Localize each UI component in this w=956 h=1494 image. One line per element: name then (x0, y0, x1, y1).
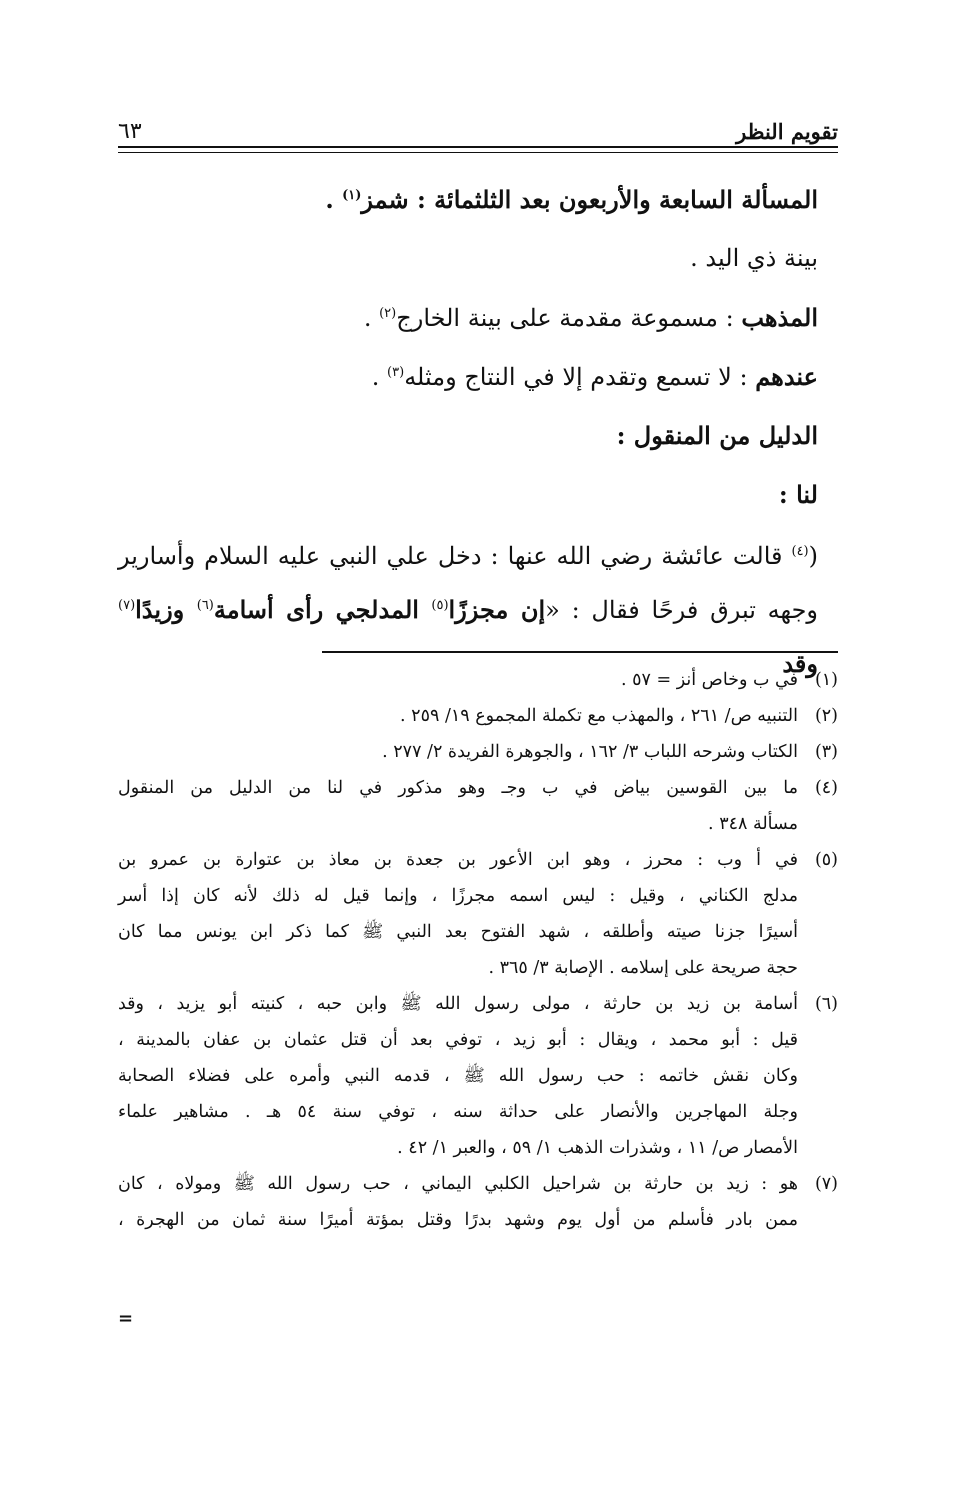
issue-heading: المسألة السابعة والأربعون بعد الثلثمائة : شمز$^{(١)}$ . (325, 185, 818, 214)
running-title: تقويم النظر (736, 119, 838, 144)
page-number: ٦٣ (118, 119, 142, 144)
paragraph-line-2: وجهه تبرق فرحًا فقال : «إن مجززًا$^{(٥)}$ المدلجي رأى أسامة$^{(٦)}$ وزيدًا$^{(٧)}$ وقد (118, 595, 818, 678)
footnote-number: (٣) (814, 742, 838, 762)
lana-heading: لنا : (778, 480, 818, 509)
footnote-line: أسامة بن زيد بن حارثة ، مولى رسول الله ﷺ وابن حبه ، كنيته أبو يزيد ، وقد (118, 994, 798, 1014)
indahum-line: عندهم : لا تسمع وتقدم إلا في النتاج ومثله$^{(٣)}$ . (371, 362, 818, 391)
footnote-number: (٦) (814, 994, 838, 1014)
footnote-number: (٥) (814, 850, 838, 870)
continuation-mark: = (118, 1308, 134, 1329)
footnote-line: ما بين القوسين بياض في ب وجـ وهو مذكور في لنا من الدليل من المنقول (118, 778, 798, 798)
footnote-ref: (٥) (431, 598, 449, 613)
footnote (118, 662, 838, 698)
header-rule-thick (118, 146, 838, 148)
main-text (118, 170, 818, 678)
footnote-line: وجلة المهاجرين والأنصار على حداثة سنه ، توفي سنة ٥٤ هـ . مشاهير علماء (118, 1102, 798, 1122)
footnote-line: الكتاب وشرحه اللباب ٣/ ١٦٢ ، والجوهرة الفريدة ٢/ ٢٧٧ . (382, 742, 798, 762)
header-rule-thin (118, 152, 838, 153)
footnote-line: مسألة ٣٤٨ . (708, 814, 798, 834)
footnote-line: قيل : أبو محمد ، ويقال : أبو زيد ، توفي بعد أن قتل عثمان بن عفان بالمدينة ، (118, 1030, 798, 1050)
madhhab-label: المذهب (741, 303, 818, 332)
footnote-line: الأمصار ص/ ١١ ، وشذرات الذهب ١/ ٥٩ ، والعبر ١/ ٤٢ . (397, 1138, 798, 1158)
footnote-line: في ب وخاص أنز = ٥٧ . (620, 670, 798, 690)
page-header (118, 104, 838, 144)
indahum-label: عندهم (755, 362, 818, 391)
footnote-line: هو : زيد بن حارثة بن شراحيل الكلبي اليماني ، حب رسول الله ﷺ ومولاه ، كان (118, 1174, 798, 1194)
hadith-paragraph (118, 530, 818, 678)
madhhab-line: المذهب : مسموعة مقدمة على بينة الخارج$^{(٢)}$ . (363, 303, 818, 332)
footnote-line: أسيرًا جزنا صيته وأطلقه ، شهد الفتوح بعد النبي ﷺ كما ذكر ابن يونس مما كان (118, 922, 798, 942)
footnote-number: (٤) (814, 778, 838, 798)
footnote-line: ممن بادر فأسلم من أول يوم وشهد بدرًا وقتل بمؤتة أميرًا سنة ثمان من الهجرة ، (118, 1210, 798, 1230)
footnote-ref: (٦) (196, 598, 214, 613)
footnote-line: وكان نقش خاتمه : حب رسول الله ﷺ ، قدمه النبي وأمره على فضلاء الصحابة (118, 1066, 798, 1086)
footnote (118, 698, 838, 734)
evidence-heading: الدليل من المنقول : (616, 421, 818, 450)
footnote (118, 842, 838, 986)
issue-line: بينة ذي اليد . (690, 244, 818, 272)
footnote (118, 986, 838, 1166)
footnote-line: في أ وب : محرز ، وهو ابن الأعور بن جعدة بن معاذ بن عتوارة بن عمرو بن (118, 850, 798, 870)
footnote-ref: (٣) (387, 365, 405, 380)
footnote-line: التنبيه ص/ ٢٦١ ، والمهذب مع تكملة المجموع ١٩/ ٢٥٩ . (400, 706, 798, 726)
footnote-number: (٢) (814, 706, 838, 726)
footnote-ref: (٤) (791, 544, 809, 559)
footnote-line: حجة صريحة على إسلامه . الإصابة ٣/ ٣٦٥ . (488, 958, 798, 978)
footnote (118, 734, 838, 770)
footnote-number: (١) (814, 670, 838, 690)
paragraph-line-1: ($^{(٤)}$ قالت عائشة رضي الله عنها : دخل علي النبي عليه السلام وأسارير (118, 542, 818, 570)
footnote-ref: (١) (342, 188, 362, 203)
footnote-line: مدلج الكناني ، وقيل : ليس اسمه مجرزًا ، وإنما قيل له ذلك لأنه كان إذا أسر (118, 886, 798, 906)
footnotes (118, 662, 838, 1238)
footnote-ref: (٢) (379, 306, 397, 321)
footnote-separator (322, 651, 838, 653)
footnote-ref: (٧) (118, 598, 136, 613)
footnote (118, 1166, 838, 1238)
footnote (118, 770, 838, 842)
footnote-number: (٧) (814, 1174, 838, 1194)
